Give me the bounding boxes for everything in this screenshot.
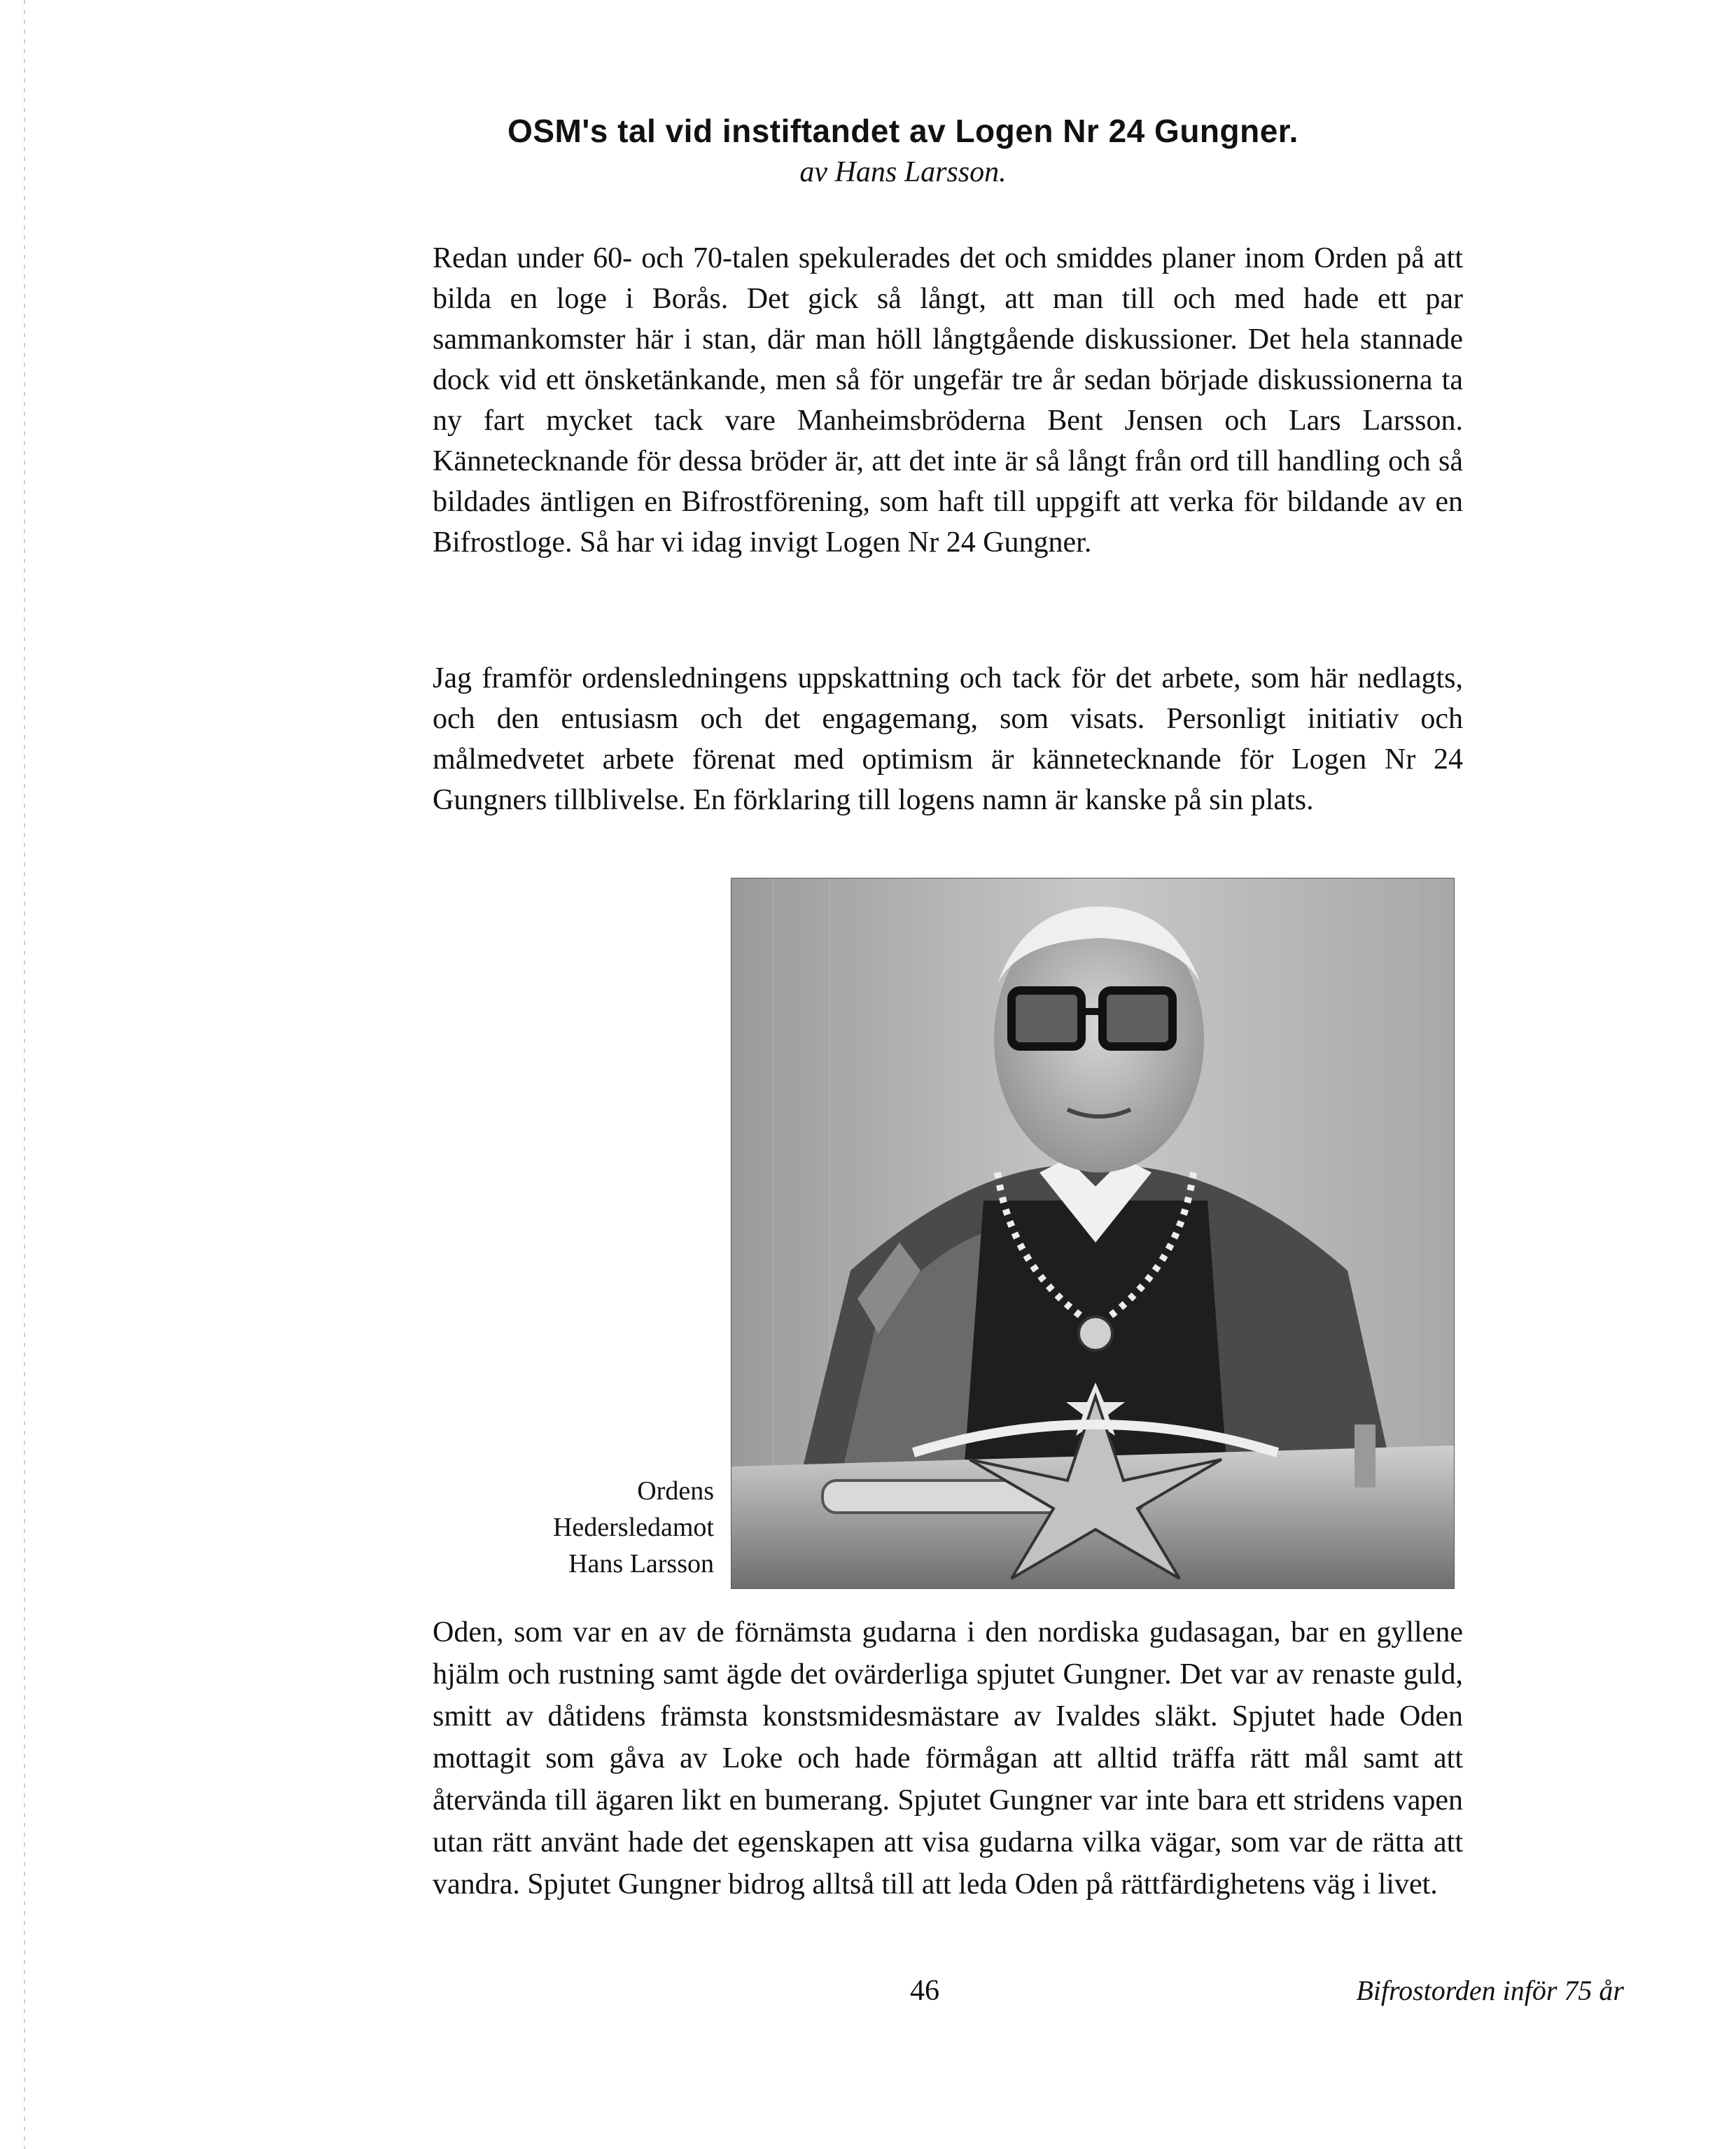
running-footer: Bifrostorden inför 75 år: [1356, 1975, 1624, 2006]
article-title: OSM's tal vid instiftandet av Logen Nr 24 Gungner.: [507, 113, 1298, 149]
paragraph-2: Jag framför ordensledningens uppskattning och tack för det arbete, som här nedlagts, och den entusiasm och det engagemang, som visats. Personligt initiativ och målmedvetet arbete förenat med optimism är kännetecknande för Logen Nr 24 Gungners tillblivelse. En förklaring till logens namn är kanske på sin plats.: [433, 662, 1463, 816]
page-edge-rule: [24, 0, 25, 2149]
page-number: 46: [910, 1975, 939, 2007]
portrait-photo: [731, 878, 1455, 1589]
paragraph-3: Oden, som var en av de förnämsta gudarna i den nordiska gudasagan, bar en gyllene hjälm och rustning samt ägde det ovärderliga spjutet Gungner. Det var av renaste guld, smitt av dåtidens främsta konstsmidesmästare av Ivaldes släkt. Spjutet hade Oden mottagit som gåva av Loke och hade förmågan att alltid träffa rätt mål samt att återvända till ägaren likt en bumerang. Spjutet Gungner var inte bara ett stridens vapen utan rätt använt hade det egenskapen att visa gudarna vilka vägar, som var de rätta att vandra. Spjutet Gungner bidrog alltså till att leda Oden på rättfärdighetens väg i livet.: [433, 1616, 1463, 1900]
article-byline: av Hans Larsson.: [799, 156, 1007, 188]
caption-line: Ordens: [637, 1476, 714, 1506]
paragraph-1: Redan under 60- och 70-talen spekulerades det och smiddes planer inom Orden på att bilda en loge i Borås. Det gick så långt, att man till och med hade ett par sammankomster här i stan, där man höll långtgående diskussioner. Det hela stannade dock vid ett önsketänkande, men så för ungefär tre år sedan började diskussionerna ta ny fart mycket tack vare Manheimsbröderna Bent Jensen och Lars Larsson. Kännetecknande för dessa bröder är, att det inte är så långt från ord till handling och så bildades äntligen en Bifrostförening, som haft till uppgift att verka för bildande av en Bifrostloge. Så har vi idag invigt Logen Nr 24 Gungner.: [433, 242, 1463, 559]
photo-caption: [490, 1473, 714, 1582]
caption-line: Hans Larsson: [568, 1549, 714, 1578]
caption-line: Hedersledamot: [552, 1513, 714, 1542]
